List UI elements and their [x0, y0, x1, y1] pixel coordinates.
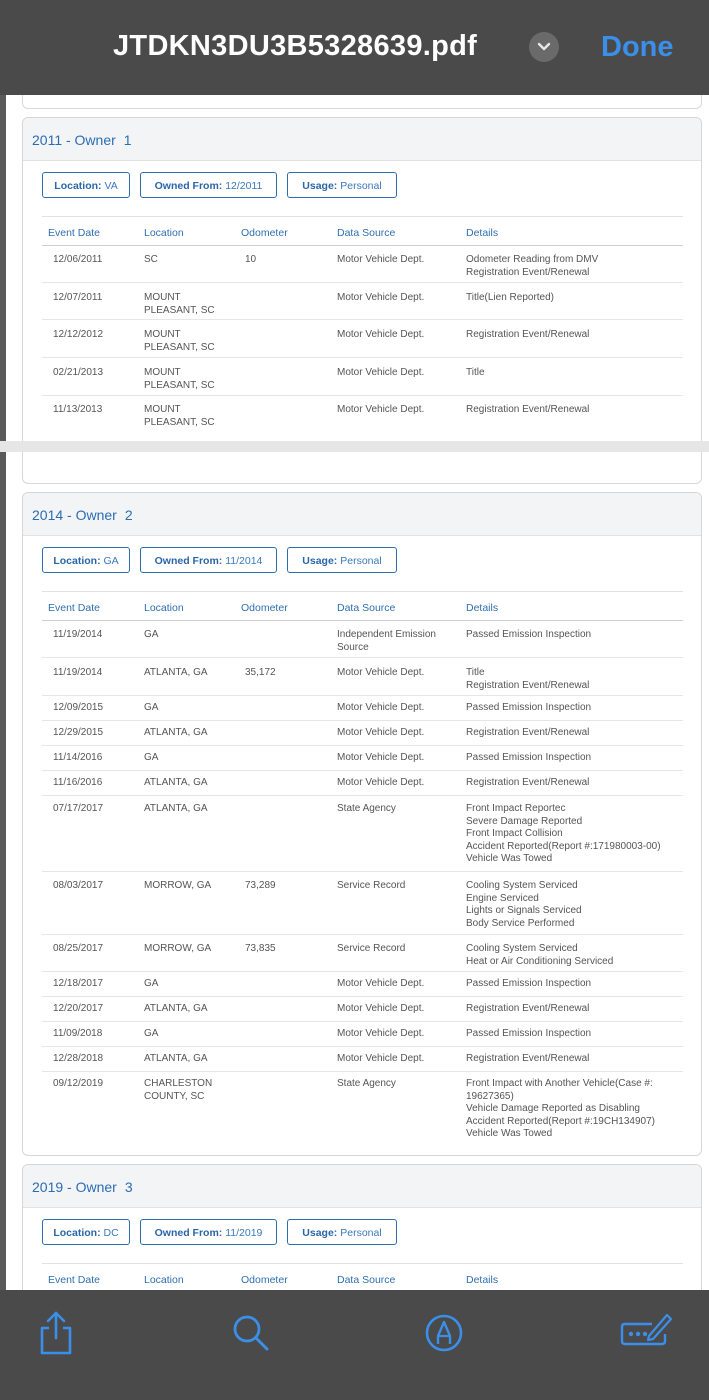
share-icon[interactable] [36, 1310, 76, 1361]
table-row: 12/20/2017 ATLANTA, GA Motor Vehicle Dept. Registration Event/Renewal [42, 997, 683, 1022]
table-row: 12/12/2012 MOUNT PLEASANT, SC Motor Vehicle Dept. Registration Event/Renewal [42, 320, 683, 358]
owner-header [23, 493, 701, 536]
header-event-date: Event Date [48, 602, 100, 614]
table-row: 12/07/2011 MOUNT PLEASANT, SC Motor Vehicle Dept. Title(Lien Reported) [42, 283, 683, 320]
previous-card-bottom [22, 452, 702, 484]
table-row: 11/13/2013 MOUNT PLEASANT, SC Motor Vehicle Dept. Registration Event/Renewal [53, 404, 590, 428]
pdf-page-1 [6, 95, 709, 441]
owner-card-1 [22, 117, 702, 441]
owned-from-badge: Owned From: 11/2014 [140, 547, 277, 573]
header-odometer: Odometer [241, 602, 288, 614]
usage-badge: Usage: Personal [287, 1219, 397, 1245]
table-header [42, 591, 683, 621]
table-row: 11/19/2014 ATLANTA, GA 35,172 Motor Vehicle Dept. Title Registration Event/Renewal [42, 658, 683, 696]
owner-title: 2014 - Owner 2 [32, 507, 133, 523]
owner-card-3 [22, 1164, 702, 1290]
table-header [42, 1263, 683, 1290]
table-row: 02/21/2013 MOUNT PLEASANT, SC Motor Vehicle Dept. Title [42, 358, 683, 396]
header-odometer: Odometer [241, 227, 288, 239]
table-row: 12/29/2015 ATLANTA, GA Motor Vehicle Dept. Registration Event/Renewal [42, 721, 683, 746]
page-separator [0, 441, 709, 452]
owner-card-2 [22, 492, 702, 1156]
previous-card-bottom [22, 95, 702, 109]
header-details: Details [466, 602, 499, 614]
table-row: 07/17/2017 ATLANTA, GA State Agency Front Impact Reportec Severe Damage Reported Front Impact Collision Accident Reported(Report #:171980003-00) Vehicle Was Towed [42, 796, 683, 872]
header-location: Location [144, 1274, 184, 1286]
chevron-down-icon[interactable] [529, 32, 559, 62]
navigation-bar [0, 0, 709, 95]
done-button[interactable]: Done [601, 31, 674, 63]
bottom-toolbar [0, 1290, 709, 1400]
table-row: 12/06/2011 SC 10 Motor Vehicle Dept. Odometer Reading from DMV Registration Event/Renewal [42, 245, 683, 283]
header-data-source: Data Source [337, 602, 396, 614]
owned-from-badge: Owned From: 11/2019 [140, 1219, 277, 1245]
table-row: 11/09/2018 GA Motor Vehicle Dept. Passed Emission Inspection [42, 1022, 683, 1047]
table-row: 08/25/2017 MORROW, GA 73,835 Service Record Cooling System Serviced Heat or Air Conditioning Serviced [42, 935, 683, 972]
header-data-source: Data Source [337, 227, 396, 239]
document-title[interactable]: JTDKN3DU3B5328639.pdf [113, 30, 478, 62]
table-row: 12/28/2018 ATLANTA, GA Motor Vehicle Dept. Registration Event/Renewal [42, 1047, 683, 1072]
header-location: Location [144, 227, 184, 239]
table-row: 12/18/2017 GA Motor Vehicle Dept. Passed Emission Inspection [42, 972, 683, 997]
location-badge: Location: VA [42, 172, 130, 198]
usage-badge: Usage: Personal [287, 547, 397, 573]
table-row: 11/14/2016 GA Motor Vehicle Dept. Passed Emission Inspection [42, 746, 683, 771]
location-badge: Location: GA [42, 547, 130, 573]
location-badge: Location: DC [42, 1219, 130, 1245]
pdf-page-2 [6, 452, 709, 1290]
form-fill-icon[interactable] [619, 1310, 673, 1361]
header-event-date: Event Date [48, 1274, 100, 1286]
table-row: 11/16/2016 ATLANTA, GA Motor Vehicle Dept. Registration Event/Renewal [42, 771, 683, 796]
table-row: 11/19/2014 GA Independent Emission Source Passed Emission Inspection [42, 620, 683, 658]
owner-header [23, 118, 701, 161]
owner-header [23, 1165, 701, 1208]
owner-title: 2011 - Owner 1 [32, 132, 132, 148]
header-location: Location [144, 602, 184, 614]
header-data-source: Data Source [337, 1274, 396, 1286]
header-odometer: Odometer [241, 1274, 288, 1286]
table-header [42, 216, 683, 246]
table-row: 12/09/2015 GA Motor Vehicle Dept. Passed Emission Inspection [42, 696, 683, 721]
search-icon[interactable] [230, 1310, 270, 1361]
owner-title: 2019 - Owner 3 [32, 1179, 133, 1195]
table-row: 08/03/2017 MORROW, GA 73,289 Service Record Cooling System Serviced Engine Serviced Lights or Signals Serviced Body Service Performed [42, 872, 683, 935]
usage-badge: Usage: Personal [287, 172, 397, 198]
header-event-date: Event Date [48, 227, 100, 239]
table-row: 09/12/2019 CHARLESTON COUNTY, SC State Agency Front Impact with Another Vehicle(Case #: 19627365) Vehicle Damage Reported as Disabling Accident Reported(Report #:19CH134907) Vehicle Was Towed [53, 1078, 655, 1140]
header-details: Details [466, 1274, 499, 1286]
header-details: Details [466, 227, 499, 239]
owned-from-badge: Owned From: 12/2011 [140, 172, 277, 198]
markup-icon[interactable] [423, 1310, 465, 1361]
